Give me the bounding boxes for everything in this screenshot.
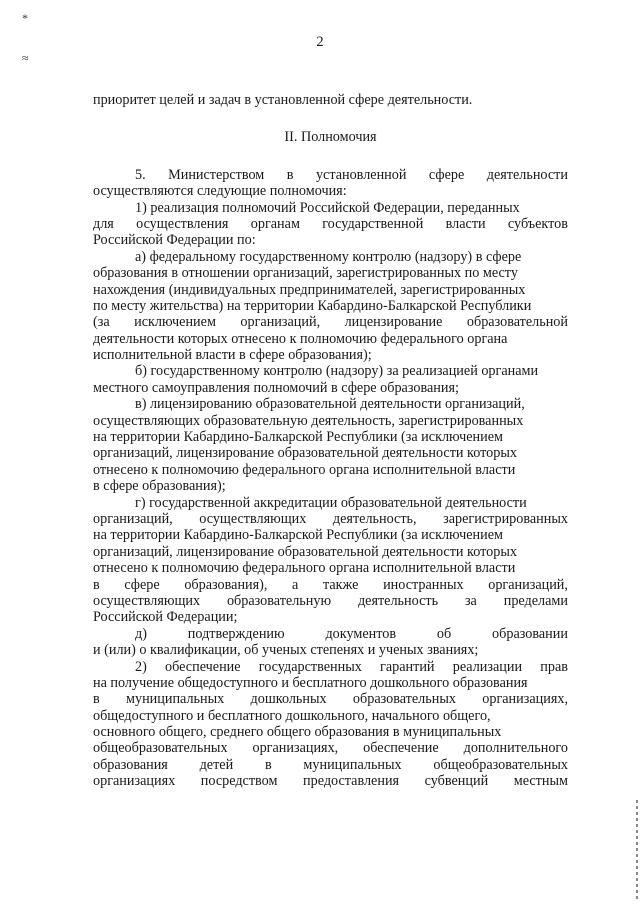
text-line: осуществляются следующие полномочия: (93, 183, 347, 200)
paragraph-d (93, 626, 568, 659)
text-line: б) государственному контролю (надзору) за реализацией органами (135, 363, 539, 380)
text-line: общедоступного и бесплатного дошкольного, начального общего, (93, 707, 491, 724)
scan-edge-artifact (636, 800, 638, 900)
text-line: Российской Федерации; (93, 609, 238, 626)
document-body (93, 92, 568, 790)
paragraph-continuation (93, 92, 568, 108)
text-line: местного самоуправления полномочий в сфере образования; (93, 379, 459, 396)
page-number: 2 (316, 34, 324, 50)
paragraph-5 (93, 167, 568, 200)
text-line: организациях посредством предоставления субвенций местным (93, 773, 568, 790)
text-line: осуществляющих образовательную деятельность за пределами (93, 592, 568, 609)
text-line: Российской Федерации по: (93, 232, 256, 249)
text-line: осуществляющих образовательную деятельность, зарегистрированных (93, 412, 524, 429)
text-line: на получение общедоступного и бесплатного дошкольного образования (93, 674, 528, 691)
text-line: по месту жительства) на территории Кабардино-Балкарской Республики (93, 297, 532, 314)
section-heading (93, 129, 568, 145)
paragraph-g (93, 495, 568, 626)
text-line: 5. Министерством в установленной сфере деятельности (135, 166, 568, 183)
text-line: в сфере образования), а также иностранных организаций, (93, 576, 568, 593)
text-line: общеобразовательных организациях, обеспечение дополнительного (93, 740, 568, 757)
paragraph-v (93, 396, 568, 494)
margin-mark-second: ≈ (22, 51, 29, 65)
paragraph-b (93, 363, 568, 396)
text-line: организаций, лицензирование образовательной деятельности которых (93, 543, 517, 560)
text-line: в муниципальных дошкольных образовательных организациях, (93, 691, 568, 708)
text-line: отнесено к полномочию федерального органа исполнительной власти (93, 461, 516, 478)
text-line: деятельности которых отнесено к полномочию федерального органа (93, 330, 508, 347)
text-line: д) подтверждению документов об образовании (135, 625, 568, 642)
text-line: в сфере образования); (93, 478, 226, 495)
margin-mark-top: * (22, 11, 28, 25)
text-line: отнесено к полномочию федерального органа исполнительной власти (93, 560, 516, 577)
text-line: исполнительной власти в сфере образования); (93, 347, 372, 364)
text-line: организаций, осуществляющих деятельность, зарегистрированных (93, 510, 568, 527)
paragraph-a (93, 249, 568, 364)
text-line: 1) реализация полномочий Российской Федерации, переданных (135, 199, 520, 216)
text-line: образования детей в муниципальных общеобразовательных (93, 756, 568, 773)
text-line: нахождения (индивидуальных предпринимателей, зарегистрированных (93, 281, 526, 298)
text-line: и (или) о квалификации, об ученых степенях и ученых званиях; (93, 642, 479, 659)
text-line: основного общего, среднего общего образования в муниципальных (93, 724, 502, 741)
text-line: образования в отношении организаций, зарегистрированных по месту (93, 265, 518, 282)
text-line: организаций, лицензирование образовательной деятельности которых (93, 445, 517, 462)
text-line: на территории Кабардино-Балкарской Республики (за исключением (93, 429, 503, 446)
paragraph-1 (93, 200, 568, 249)
text-line: приоритет целей и задач в установленной сфере деятельности. (93, 92, 473, 108)
text-line: для осуществления органам государственной власти субъектов (93, 215, 568, 232)
text-line: на территории Кабардино-Балкарской Республики (за исключением (93, 527, 503, 544)
text-line: а) федеральному государственному контролю (надзору) в сфере (135, 248, 522, 265)
text-line: в) лицензированию образовательной деятельности организаций, (135, 396, 525, 413)
heading-line: II. Полномочия (284, 129, 377, 146)
paragraph-2 (93, 659, 568, 790)
text-line: (за исключением организаций, лицензирование образовательной (93, 314, 568, 331)
text-line: 2) обеспечение государственных гарантий реализации прав (135, 658, 568, 675)
text-line: г) государственной аккредитации образовательной деятельности (135, 494, 527, 511)
